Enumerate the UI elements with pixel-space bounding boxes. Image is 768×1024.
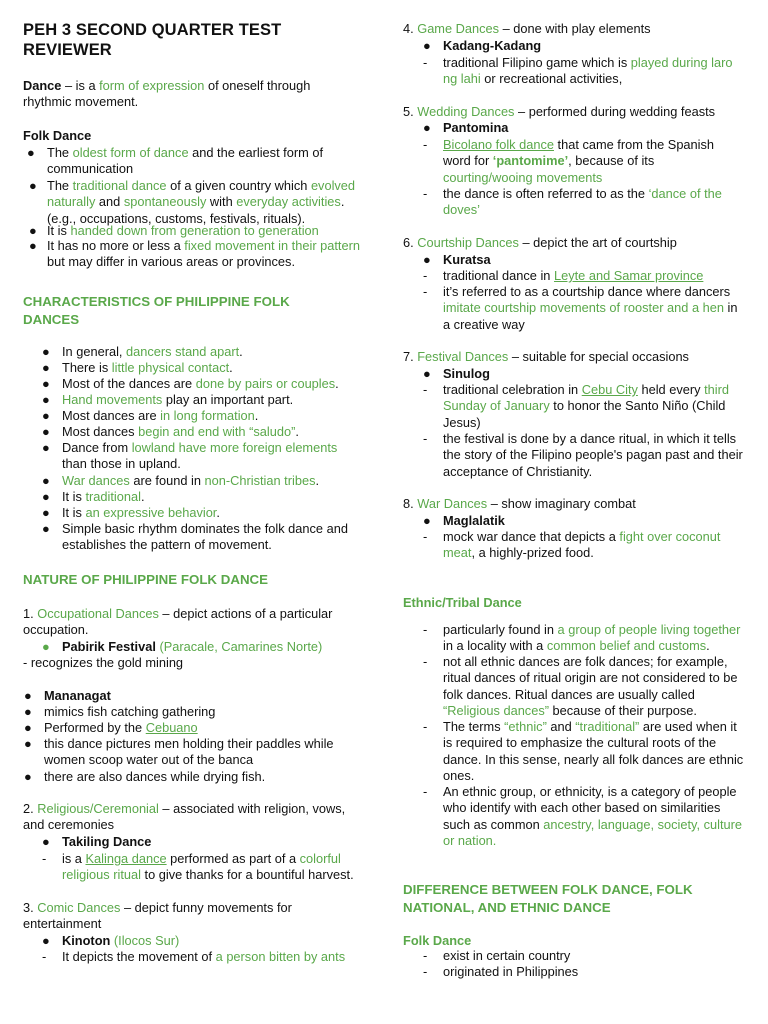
- folk-dance-heading: Folk Dance: [23, 128, 92, 143]
- list-item: [42, 360, 363, 376]
- text-span: .: [335, 376, 339, 391]
- text-span: There is: [62, 360, 112, 375]
- list-item: [29, 238, 363, 271]
- text-span: colorful religious ritual: [62, 851, 341, 883]
- list-marker: ●: [423, 252, 431, 267]
- text-span: of oneself through rhythmic movement.: [23, 78, 311, 110]
- text-span: , because of its: [568, 153, 655, 169]
- list-item: [42, 489, 363, 505]
- list-item: [423, 120, 748, 136]
- nature-item-courtship: [403, 235, 743, 251]
- text-span: 1.: [23, 606, 38, 621]
- list-marker: -: [423, 186, 428, 201]
- text-span: – depict actions of a particular occupation.: [23, 606, 333, 638]
- nature-item-wedding: [403, 104, 743, 120]
- list-marker: ●: [42, 521, 50, 536]
- text-span: Leyte and Samar province: [553, 268, 704, 283]
- text-span: Kuratsa: [443, 252, 491, 267]
- list-marker: -: [423, 948, 428, 963]
- text-span: mock war dance that depicts a: [443, 529, 620, 544]
- text-span: Pantomina: [443, 120, 509, 135]
- list-marker: ●: [42, 489, 50, 504]
- text-span: dancers stand apart: [126, 344, 240, 359]
- pabirik-note: - recognizes the gold mining: [23, 655, 184, 670]
- list-item: [423, 529, 743, 562]
- list-item: [423, 268, 748, 284]
- list-marker: -: [423, 268, 428, 283]
- text-span: of a given country which: [166, 178, 311, 193]
- nature-item-war: [403, 496, 743, 512]
- text-span: done by pairs or couples: [195, 376, 336, 391]
- text-span: third Sunday of January: [443, 382, 729, 414]
- text-span: Pabirik Festival: [62, 639, 156, 654]
- text-span: because of their purpose.: [548, 702, 697, 718]
- list-marker: ●: [24, 720, 32, 735]
- text-span: .: [229, 360, 233, 375]
- list-marker: ●: [42, 392, 50, 407]
- list-marker: -: [423, 529, 428, 544]
- list-item: [423, 382, 743, 431]
- list-item: [42, 521, 363, 554]
- text-span: ancestry, language, society, culture or nation.: [443, 816, 742, 848]
- text-span: Kadang-Kadang: [443, 38, 542, 53]
- text-span: It is: [62, 489, 86, 504]
- text-span: it’s referred to as a courtship dance where dancers: [443, 284, 731, 299]
- text-span: 7.: [403, 349, 418, 364]
- text-span: The terms: [443, 719, 505, 734]
- list-marker: -: [423, 654, 428, 669]
- text-span: evolved naturally: [47, 178, 356, 210]
- text-span: is a: [62, 851, 86, 866]
- text-span: .: [254, 408, 259, 423]
- text-span: 3.: [23, 900, 38, 915]
- text-span: An ethnic group, or ethnicity, is a category of people who identify with each other based on similarities such as common: [443, 784, 737, 832]
- text-span: performed as part of a: [166, 851, 300, 866]
- text-span: in a creative way: [443, 300, 738, 332]
- text-span: to give thanks for a bountiful harvest.: [140, 867, 354, 883]
- list-item: [42, 376, 363, 392]
- text-span: mimics fish catching gathering: [44, 704, 216, 719]
- list-item: [24, 769, 363, 785]
- text-span: Occupational Dances: [37, 606, 159, 621]
- text-span: 5.: [403, 104, 418, 119]
- list-item: [42, 834, 363, 850]
- text-span: Cebuano: [145, 720, 198, 735]
- list-item: [42, 639, 363, 655]
- text-span: Hand movements: [62, 392, 163, 407]
- list-marker: ●: [24, 769, 32, 784]
- list-marker: ●: [42, 360, 50, 375]
- text-span: a person bitten by ants: [215, 949, 346, 964]
- list-marker: -: [423, 719, 428, 734]
- list-marker: -: [423, 964, 428, 979]
- text-span: , a highly-prized food.: [471, 545, 594, 561]
- text-span: – depict the art of courtship: [518, 235, 677, 250]
- text-span: NATIONAL, AND ETHNIC DANCE: [403, 899, 611, 915]
- list-item: [423, 252, 748, 268]
- list-marker: ●: [42, 440, 50, 455]
- text-span: Sinulog: [443, 366, 490, 381]
- text-span: the festival is done by a dance ritual, in which it tells the story of the Filipino people's pagan past and their acceptance of Christianity.: [443, 431, 743, 479]
- text-span: and: [546, 719, 576, 734]
- list-item: [42, 392, 363, 408]
- text-span: The: [47, 145, 73, 160]
- list-item: [423, 964, 748, 980]
- text-span: lowland have more foreign elements: [131, 440, 338, 455]
- text-span: traditional celebration in: [443, 382, 582, 397]
- text-span: handed down from generation to generation: [70, 223, 319, 238]
- nature-item-festival: [403, 349, 743, 365]
- text-span: – suitable for special occasions: [508, 349, 689, 364]
- list-marker: ●: [423, 513, 431, 528]
- text-span: Takiling Dance: [62, 834, 152, 849]
- list-item: [423, 948, 748, 964]
- list-marker: ●: [42, 344, 50, 359]
- list-item: [42, 440, 363, 473]
- text-span: played during laro ng lahi: [443, 55, 733, 87]
- list-marker: ●: [24, 704, 32, 719]
- text-span: – show imaginary combat: [487, 496, 636, 511]
- text-span: .: [239, 344, 243, 359]
- list-item: [42, 949, 363, 965]
- text-span: and the earliest form of communication: [47, 145, 323, 177]
- text-span: War dances: [62, 473, 130, 488]
- list-marker: ●: [423, 120, 431, 135]
- list-item: [423, 38, 748, 54]
- list-marker: ●: [27, 145, 35, 160]
- text-span: . (e.g., occupations, customs, festivals, rituals).: [47, 194, 345, 226]
- list-marker: -: [423, 431, 428, 446]
- folk-dance-subheading: Folk Dance: [403, 933, 472, 948]
- text-span: exist in certain country: [443, 948, 571, 963]
- text-span: It is: [47, 223, 71, 238]
- text-span: 6.: [403, 235, 418, 250]
- text-span: traditional Filipino game which is: [443, 55, 631, 70]
- text-span: ‘pantomime’: [492, 153, 569, 169]
- text-span: – is a: [61, 78, 100, 93]
- list-item: [423, 186, 743, 219]
- list-marker: ●: [42, 473, 50, 488]
- nature-item-religious: [23, 801, 348, 834]
- list-item: [423, 55, 743, 88]
- list-item: [27, 145, 363, 178]
- text-span: and: [95, 194, 124, 210]
- text-span: originated in Philippines: [443, 964, 579, 979]
- list-item: [42, 851, 363, 884]
- text-span: .: [295, 424, 299, 439]
- text-span: .: [706, 638, 710, 654]
- text-span: 2.: [23, 801, 38, 816]
- list-marker: ●: [423, 38, 431, 53]
- list-marker: ●: [42, 424, 50, 439]
- text-span: Courtship Dances: [417, 235, 519, 250]
- text-span: held every: [637, 382, 705, 397]
- ethnic-heading: Ethnic/Tribal Dance: [403, 595, 522, 610]
- list-item: [423, 622, 748, 655]
- list-item: [42, 505, 363, 521]
- text-span: oldest form of dance: [72, 145, 189, 160]
- text-span: .: [140, 489, 145, 504]
- text-span: but may differ in various areas or provinces.: [47, 254, 295, 270]
- text-span: fixed movement in their pattern: [184, 238, 360, 253]
- text-span: Kalinga dance: [85, 851, 167, 866]
- text-span: not all ethnic dances are folk dances; for example, ritual dances of ritual origin are not considered to be folk dances. Ritual dances are usually called: [443, 654, 738, 702]
- text-span: – associated with religion, vows, and ceremonies: [23, 801, 346, 833]
- text-span: with: [206, 194, 237, 210]
- list-item: [423, 431, 748, 480]
- text-span: Most dances: [62, 424, 139, 439]
- text-span: ‘dance of the doves’: [443, 186, 722, 218]
- list-item: [29, 178, 363, 227]
- text-span: Cebu City: [581, 382, 638, 397]
- text-span: Most dances are: [62, 408, 161, 423]
- text-span: Religious/Ceremonial: [37, 801, 159, 816]
- text-span: .: [315, 473, 320, 488]
- text-span: DANCES: [23, 311, 80, 327]
- text-span: begin and end with “saludo”: [138, 424, 296, 439]
- text-span: “ethnic”: [504, 719, 547, 734]
- list-marker: ●: [42, 834, 50, 849]
- text-span: courting/wooing movements: [443, 169, 603, 185]
- text-span: there are also dances while drying fish.: [44, 769, 266, 784]
- text-span: (Ilocos Sur): [110, 933, 180, 948]
- list-marker: -: [423, 622, 428, 637]
- text-span: are used when it is required to emphasize the cultural roots of the dance. In this sense, nearly all folk dances are ethnic ones.: [443, 719, 744, 783]
- list-item: [42, 424, 363, 440]
- text-span: than those in upland.: [62, 456, 181, 472]
- text-span: DIFFERENCE BETWEEN FOLK DANCE, FOLK: [403, 882, 693, 897]
- text-span: traditional: [85, 489, 141, 504]
- list-marker: -: [42, 851, 47, 866]
- text-span: in long formation: [160, 408, 255, 423]
- text-span: Dance: [23, 78, 62, 93]
- list-marker: ●: [24, 688, 32, 703]
- text-span: Maglalatik: [443, 513, 505, 528]
- list-item: [423, 513, 748, 529]
- text-span: Performed by the: [44, 720, 146, 735]
- list-marker: ●: [42, 408, 50, 423]
- text-span: common belief and customs: [546, 638, 707, 654]
- list-item: [24, 704, 363, 720]
- text-span: (Paracale, Camarines Norte): [155, 639, 323, 654]
- text-span: Simple basic rhythm dominates the folk dance and establishes the pattern of movement.: [62, 521, 348, 553]
- list-marker: ●: [29, 223, 37, 238]
- list-marker: ●: [42, 639, 50, 654]
- text-span: everyday activities: [236, 194, 341, 210]
- text-span: Mananagat: [44, 688, 111, 703]
- list-item: [24, 688, 363, 704]
- nature-item-comic: [23, 900, 348, 933]
- list-item: [24, 720, 363, 736]
- difference-heading: [403, 881, 693, 916]
- text-span: are found in: [129, 473, 205, 488]
- text-span: imitate courtship movements of rooster and a hen: [443, 300, 724, 316]
- list-marker: ●: [42, 376, 50, 391]
- text-span: .: [216, 505, 220, 520]
- text-span: CHARACTERISTICS OF PHILIPPINE FOLK: [23, 294, 290, 309]
- text-span: particularly found in: [443, 622, 558, 637]
- text-span: Festival Dances: [417, 349, 509, 364]
- list-item: [42, 344, 363, 360]
- text-span: Bicolano folk dance: [443, 137, 554, 152]
- text-span: form of expression: [99, 78, 205, 93]
- text-span: Game Dances: [417, 21, 500, 36]
- dance-definition: [23, 78, 343, 111]
- text-span: It has no more or less a: [47, 238, 185, 253]
- text-span: the dance is often referred to as the: [443, 186, 649, 201]
- list-marker: ●: [42, 505, 50, 520]
- text-span: In general,: [62, 344, 127, 359]
- list-item: [423, 784, 748, 849]
- text-span: War Dances: [417, 496, 488, 511]
- text-span: Comic Dances: [37, 900, 121, 915]
- text-span: non-Christian tribes: [204, 473, 316, 488]
- text-span: this dance pictures men holding their paddles while women scoop water out of the banca: [44, 736, 334, 768]
- text-span: Kinoton: [62, 933, 111, 948]
- list-marker: ●: [24, 736, 32, 751]
- list-marker: -: [423, 284, 428, 299]
- text-span: REVIEWER: [23, 41, 112, 59]
- text-span: traditional dance: [72, 178, 167, 193]
- text-span: traditional dance in: [443, 268, 554, 283]
- list-marker: -: [423, 55, 428, 70]
- list-marker: -: [423, 382, 428, 397]
- text-span: The: [47, 178, 73, 193]
- text-span: in a locality with a: [443, 638, 547, 654]
- list-item: [423, 284, 748, 333]
- text-span: Dance from: [62, 440, 132, 455]
- list-marker: -: [42, 949, 47, 964]
- list-marker: -: [423, 784, 428, 799]
- text-span: Wedding Dances: [417, 104, 515, 119]
- page-title: [23, 20, 281, 60]
- text-span: an expressive behavior: [85, 505, 217, 520]
- list-item: [24, 736, 363, 769]
- text-span: to honor the Santo Niño (Child Jesus): [443, 398, 726, 430]
- text-span: “Religious dances”: [443, 702, 549, 718]
- nature-item-occupational: [23, 606, 348, 639]
- characteristics-heading: [23, 293, 290, 328]
- list-item: [42, 933, 363, 949]
- text-span: a group of people living together: [557, 622, 741, 637]
- text-span: It is: [62, 505, 86, 520]
- list-item: [423, 719, 748, 784]
- list-marker: ●: [29, 178, 37, 193]
- text-span: – done with play elements: [499, 21, 651, 36]
- text-span: PEH 3 SECOND QUARTER TEST: [23, 21, 282, 39]
- list-marker: -: [423, 137, 428, 152]
- list-marker: ●: [42, 933, 50, 948]
- nature-item-game: [403, 21, 743, 37]
- list-item: [423, 654, 748, 719]
- list-item: [29, 223, 363, 239]
- list-marker: ●: [423, 366, 431, 381]
- text-span: or recreational activities,: [480, 71, 623, 87]
- text-span: little physical contact: [111, 360, 230, 375]
- text-span: 8.: [403, 496, 418, 511]
- text-span: “traditional”: [575, 719, 640, 734]
- list-item: [423, 137, 743, 186]
- text-span: It depicts the movement of: [62, 949, 216, 964]
- list-item: [42, 408, 363, 424]
- text-span: 4.: [403, 21, 418, 36]
- list-item: [423, 366, 748, 382]
- text-span: – performed during wedding feasts: [514, 104, 716, 119]
- nature-heading: NATURE OF PHILIPPINE FOLK DANCE: [23, 572, 269, 587]
- list-marker: ●: [29, 238, 37, 253]
- text-span: spontaneously: [123, 194, 207, 210]
- text-span: that came from the Spanish word for: [443, 137, 715, 169]
- list-item: [42, 473, 363, 489]
- text-span: – depict funny movements for entertainment: [23, 900, 292, 932]
- text-span: Most of the dances are: [62, 376, 196, 391]
- text-span: fight over coconut meat: [443, 529, 721, 561]
- text-span: play an important part.: [162, 392, 294, 407]
